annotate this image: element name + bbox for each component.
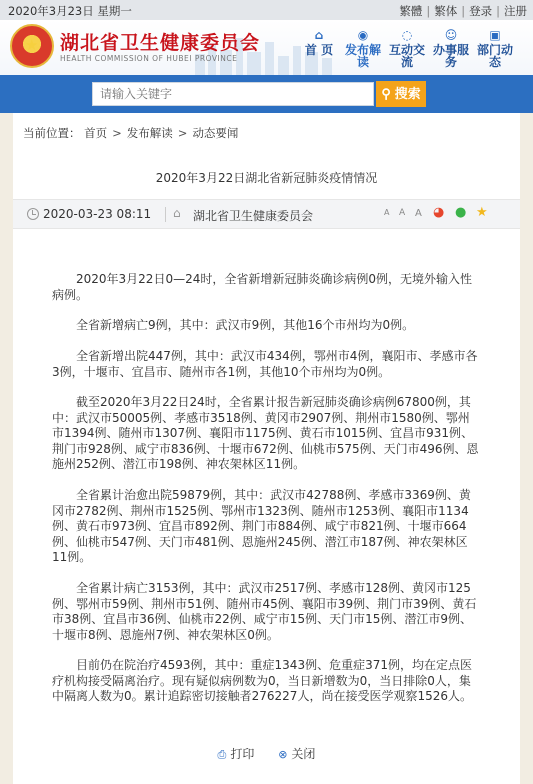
home-icon: ⌂	[314, 28, 324, 42]
article-actions	[13, 745, 520, 762]
breadcrumb	[23, 125, 238, 141]
traditional-chinese-link[interactable]: 繁體	[399, 4, 423, 18]
close-label: 关闭	[291, 747, 316, 761]
divider: |	[426, 4, 431, 18]
register-link[interactable]: 注册	[504, 4, 527, 18]
article-title: 2020年3月22日湖北省新冠肺炎疫情情况	[155, 171, 378, 185]
national-emblem-logo[interactable]	[10, 24, 54, 68]
font-size-large-button[interactable]: A	[415, 208, 422, 219]
article-paragraph: 截至2020年3月22日24时，全省累计报告新冠肺炎确诊病例67800例，其中：武汉市50005例、孝感市3518例、黄冈市2907例、荆州市1580例、鄂州市1394例、随州市1307例、襄阳市1175例、黄石市1015例、宜昌市931例、荆门市928例、咸宁市836例、十堰市672例、仙桃市575例、天门市496例、恩施州252例、潜江市198例、神农架林区11例。	[52, 395, 479, 471]
wechat-share-icon[interactable]: ●	[455, 205, 467, 220]
font-size-medium-button[interactable]: A	[399, 208, 406, 218]
nav-item-label: 互动交流	[388, 43, 425, 69]
article-source: 湖北省卫生健康委员会	[193, 209, 314, 223]
breadcrumb-home[interactable]: 首页	[84, 126, 108, 140]
breadcrumb-releases[interactable]: 发布解读	[126, 126, 173, 140]
nav-item-label: 首 页	[304, 43, 334, 57]
article-panel	[13, 113, 520, 784]
clock-icon	[27, 208, 39, 220]
nav-item-label: 部门动态	[476, 43, 513, 69]
nav-item-label: 办事服务	[432, 43, 469, 69]
nav-item-releases[interactable]	[342, 20, 384, 75]
weibo-share-icon[interactable]: ◕	[433, 205, 445, 220]
top-utility-bar	[0, 0, 533, 20]
login-link[interactable]: 登录	[469, 4, 493, 18]
search-button[interactable]	[376, 81, 426, 107]
divider: |	[461, 4, 466, 18]
nav-item-services[interactable]	[430, 20, 472, 75]
star-icon: ★	[25, 36, 39, 54]
breadcrumb-separator: >	[112, 126, 122, 140]
publish-date: 2020-03-23 08:11	[43, 207, 152, 221]
font-size-small-button[interactable]: A	[384, 208, 390, 217]
site-title[interactable]: 湖北省卫生健康委员会	[60, 32, 261, 54]
divider: |	[496, 4, 500, 18]
article-paragraph: 全省新增病亡9例，其中：武汉市9例，其他16个市州均为0例。	[76, 318, 415, 332]
building-icon: ⌂	[173, 206, 181, 220]
breadcrumb-separator: >	[177, 126, 188, 140]
current-date: 2020年3月23日 星期一	[8, 4, 132, 18]
print-label: 打印	[230, 747, 255, 761]
department-icon: ▣	[489, 28, 501, 42]
nav-item-home[interactable]	[298, 20, 340, 75]
user-service-icon: ☺	[444, 28, 458, 42]
utility-links	[399, 3, 527, 19]
search-button-label: 搜索	[394, 86, 421, 101]
printer-icon: ⎙	[217, 748, 227, 761]
nav-item-label: 发布解读	[344, 43, 381, 69]
broadcast-icon: ◉	[357, 28, 369, 42]
search-input[interactable]	[92, 82, 374, 106]
simplified-traditional-link[interactable]: 繁体	[434, 4, 458, 18]
article-meta-bar	[13, 199, 520, 229]
breadcrumb-prefix: 当前位置：	[23, 126, 81, 140]
article-paragraph: 全省累计病亡3153例，其中：武汉市2517例、孝感市128例、黄冈市125例、鄂州市59例、荆州市51例、随州市45例、襄阳市39例、荆门市39例、黄石市38例、宜昌市36例、仙桃市22例、咸宁市15例、天门市15例、潜江市9例、十堰市8例、恩施州7例、神农架林区0例。	[52, 581, 477, 642]
search-icon: ⚲	[381, 86, 391, 101]
nav-item-interaction[interactable]	[386, 20, 428, 75]
close-button[interactable]	[278, 745, 315, 762]
search-bar	[0, 75, 533, 113]
chat-icon: ◌	[401, 28, 413, 42]
article-paragraph: 目前仍在院治疗4593例，其中：重症1343例、危重症371例，均在定点医疗机构接受隔离治疗。现有疑似病例数为0，当日新增数为0，当日排除0人，集中隔离人数为0。累计追踪密切接触者276227人，尚在接受医学观察1526人。	[52, 658, 472, 703]
print-button[interactable]	[218, 745, 255, 762]
article-paragraph: 全省累计治愈出院59879例，其中：武汉市42788例、孝感市3369例、黄冈市2782例、荆州市1525例、鄂州市1323例、随州市1253例、襄阳市1134例、黄石市973例、宜昌市892例、荆门市884例、咸宁市821例、十堰市664例、仙桃市547例、天门市481例、恩施州245例、潜江市187例、神农架林区11例。	[52, 488, 471, 564]
close-icon: ⊗	[278, 748, 288, 761]
site-header	[0, 20, 533, 75]
breadcrumb-news[interactable]: 动态要闻	[192, 126, 239, 140]
site-subtitle: HEALTH COMMISSION OF HUBEI PROVINCE	[60, 54, 238, 63]
nav-item-department-news[interactable]	[474, 20, 516, 75]
divider	[165, 207, 166, 222]
article-paragraph: 2020年3月22日0—24时，全省新增新冠肺炎确诊病例0例，无境外输入性病例。	[52, 272, 472, 302]
article-paragraph: 全省新增出院447例，其中：武汉市434例，鄂州市4例，襄阳市、孝感市各3例，十堰市、宜昌市、随州市各1例，其他10个市州均为0例。	[52, 349, 478, 379]
favorite-star-icon[interactable]: ★	[476, 205, 488, 220]
